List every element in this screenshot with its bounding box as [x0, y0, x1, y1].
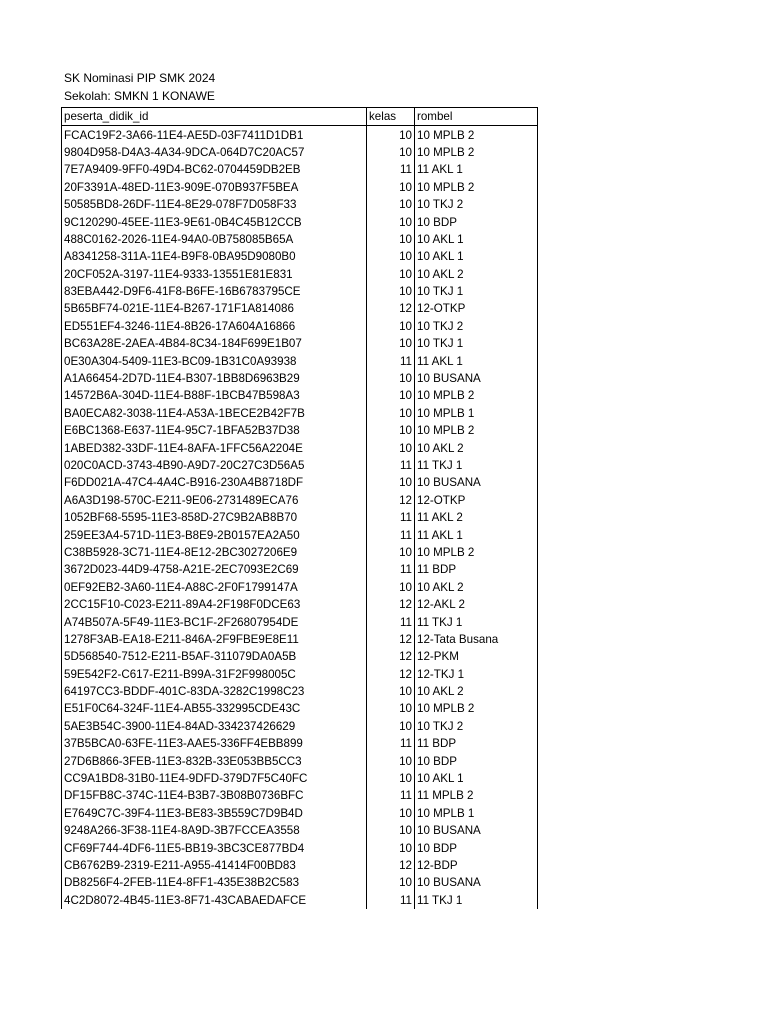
cell-kelas: 10: [367, 231, 415, 248]
cell-peserta-didik-id: E7649C7C-39F4-11E3-BE83-3B559C7D9B4D: [62, 805, 367, 822]
cell-peserta-didik-id: 83EBA442-D9F6-41F8-B6FE-16B6783795CE: [62, 283, 367, 300]
cell-kelas: 11: [367, 526, 415, 543]
cell-rombel: 10 BUSANA: [415, 370, 538, 387]
cell-peserta-didik-id: BA0ECA82-3038-11E4-A53A-1BECE2B42F7B: [62, 405, 367, 422]
cell-rombel: 10 TKJ 1: [415, 335, 538, 352]
table-row: [62, 666, 538, 683]
cell-kelas: 10: [367, 805, 415, 822]
cell-rombel: 11 MPLB 2: [415, 787, 538, 804]
table-row: [62, 161, 538, 178]
cell-peserta-didik-id: 27D6B866-3FEB-11E3-832B-33E053BB5CC3: [62, 752, 367, 769]
table-row: [62, 735, 538, 752]
table-row: [62, 492, 538, 509]
cell-rombel: 12-PKM: [415, 648, 538, 665]
cell-rombel: 10 MPLB 2: [415, 422, 538, 439]
table-row: [62, 457, 538, 474]
cell-kelas: 11: [367, 892, 415, 909]
cell-rombel: 10 MPLB 1: [415, 805, 538, 822]
cell-kelas: 12: [367, 666, 415, 683]
cell-rombel: 10 MPLB 1: [415, 405, 538, 422]
cell-peserta-didik-id: 5B65BF74-021E-11E4-B267-171F1A814086: [62, 300, 367, 317]
cell-peserta-didik-id: DB8256F4-2FEB-11E4-8FF1-435E38B2C583: [62, 874, 367, 891]
cell-rombel: 10 AKL 2: [415, 683, 538, 700]
table-row: [62, 352, 538, 369]
table-row: [62, 839, 538, 856]
table-row: [62, 318, 538, 335]
cell-rombel: 10 AKL 2: [415, 579, 538, 596]
cell-kelas: 11: [367, 561, 415, 578]
cell-rombel: 11 BDP: [415, 735, 538, 752]
cell-kelas: 10: [367, 370, 415, 387]
cell-peserta-didik-id: 3672D023-44D9-4758-A21E-2EC7093E2C69: [62, 561, 367, 578]
header-kelas: kelas: [367, 108, 415, 126]
cell-kelas: 10: [367, 126, 415, 144]
cell-peserta-didik-id: CC9A1BD8-31B0-11E4-9DFD-379D7F5C40FC: [62, 770, 367, 787]
cell-kelas: 12: [367, 857, 415, 874]
cell-rombel: 10 TKJ 2: [415, 318, 538, 335]
cell-peserta-didik-id: CF69F744-4DF6-11E5-BB19-3BC3CE877BD4: [62, 839, 367, 856]
document-title: SK Nominasi PIP SMK 2024: [64, 71, 216, 85]
cell-rombel: 10 TKJ 2: [415, 718, 538, 735]
table-row: [62, 683, 538, 700]
table-row: [62, 248, 538, 265]
table-row: [62, 613, 538, 630]
cell-kelas: 11: [367, 787, 415, 804]
cell-rombel: 10 AKL 1: [415, 231, 538, 248]
table-row: [62, 509, 538, 526]
cell-rombel: 12-OTKP: [415, 492, 538, 509]
header-peserta-didik-id: peserta_didik_id: [62, 108, 367, 126]
cell-peserta-didik-id: C38B5928-3C71-11E4-8E12-2BC3027206E9: [62, 544, 367, 561]
table-row: [62, 648, 538, 665]
cell-kelas: 10: [367, 335, 415, 352]
cell-rombel: 10 BUSANA: [415, 822, 538, 839]
cell-kelas: 10: [367, 283, 415, 300]
table-row: [62, 300, 538, 317]
cell-rombel: 10 MPLB 2: [415, 700, 538, 717]
cell-peserta-didik-id: 14572B6A-304D-11E4-B88F-1BCB47B598A3: [62, 387, 367, 404]
cell-peserta-didik-id: 0E30A304-5409-11E3-BC09-1B31C0A93938: [62, 352, 367, 369]
table-row: [62, 787, 538, 804]
cell-kelas: 10: [367, 752, 415, 769]
cell-kelas: 12: [367, 492, 415, 509]
cell-peserta-didik-id: 9804D958-D4A3-4A34-9DCA-064D7C20AC57: [62, 144, 367, 161]
cell-rombel: 10 BUSANA: [415, 474, 538, 491]
cell-peserta-didik-id: 20CF052A-3197-11E4-9333-13551E81E831: [62, 266, 367, 283]
cell-kelas: 11: [367, 509, 415, 526]
cell-kelas: 10: [367, 874, 415, 891]
table-row: [62, 144, 538, 161]
cell-rombel: 11 AKL 2: [415, 509, 538, 526]
cell-peserta-didik-id: 4C2D8072-4B45-11E3-8F71-43CABAEDAFCE: [62, 892, 367, 909]
cell-rombel: 10 MPLB 2: [415, 387, 538, 404]
cell-rombel: 12-OTKP: [415, 300, 538, 317]
cell-rombel: 12-Tata Busana: [415, 631, 538, 648]
table-row: [62, 805, 538, 822]
cell-peserta-didik-id: 37B5BCA0-63FE-11E3-AAE5-336FF4EBB899: [62, 735, 367, 752]
cell-peserta-didik-id: E6BC1368-E637-11E4-95C7-1BFA52B37D38: [62, 422, 367, 439]
cell-peserta-didik-id: 1ABED382-33DF-11E4-8AFA-1FFC56A2204E: [62, 439, 367, 456]
cell-rombel: 10 BDP: [415, 839, 538, 856]
cell-kelas: 10: [367, 196, 415, 213]
cell-peserta-didik-id: A74B507A-5F49-11E3-BC1F-2F26807954DE: [62, 613, 367, 630]
cell-kelas: 10: [367, 439, 415, 456]
table-row: [62, 718, 538, 735]
cell-peserta-didik-id: 7E7A9409-9FF0-49D4-BC62-0704459DB2EB: [62, 161, 367, 178]
table-row: [62, 387, 538, 404]
cell-peserta-didik-id: 5D568540-7512-E211-B5AF-311079DA0A5B: [62, 648, 367, 665]
cell-kelas: 10: [367, 248, 415, 265]
cell-peserta-didik-id: 1052BF68-5595-11E3-858D-27C9B2AB8B70: [62, 509, 367, 526]
cell-kelas: 10: [367, 839, 415, 856]
cell-peserta-didik-id: 2CC15F10-C023-E211-89A4-2F198F0DCE63: [62, 596, 367, 613]
cell-kelas: 12: [367, 648, 415, 665]
cell-kelas: 10: [367, 179, 415, 196]
cell-rombel: 10 BDP: [415, 752, 538, 769]
cell-peserta-didik-id: ED551EF4-3246-11E4-8B26-17A604A16866: [62, 318, 367, 335]
cell-kelas: 11: [367, 352, 415, 369]
table-row: [62, 857, 538, 874]
cell-rombel: 10 MPLB 2: [415, 544, 538, 561]
cell-kelas: 12: [367, 300, 415, 317]
cell-rombel: 10 MPLB 2: [415, 179, 538, 196]
table-row: [62, 526, 538, 543]
table-row: [62, 822, 538, 839]
nomination-table: [61, 107, 538, 909]
table-row: [62, 179, 538, 196]
cell-rombel: 12-BDP: [415, 857, 538, 874]
cell-kelas: 10: [367, 474, 415, 491]
cell-rombel: 11 TKJ 1: [415, 457, 538, 474]
table-row: [62, 544, 538, 561]
cell-kelas: 10: [367, 718, 415, 735]
table-row: [62, 874, 538, 891]
cell-rombel: 12-TKJ 1: [415, 666, 538, 683]
cell-kelas: 10: [367, 700, 415, 717]
cell-rombel: 10 MPLB 2: [415, 144, 538, 161]
cell-peserta-didik-id: 5AE3B54C-3900-11E4-84AD-334237426629: [62, 718, 367, 735]
cell-kelas: 12: [367, 596, 415, 613]
table-row: [62, 579, 538, 596]
cell-peserta-didik-id: A8341258-311A-11E4-B9F8-0BA95D9080B0: [62, 248, 367, 265]
header-row: [62, 108, 538, 126]
cell-rombel: 10 AKL 2: [415, 266, 538, 283]
cell-kelas: 10: [367, 422, 415, 439]
cell-peserta-didik-id: 20F3391A-48ED-11E3-909E-070B937F5BEA: [62, 179, 367, 196]
cell-rombel: 10 AKL 1: [415, 248, 538, 265]
cell-kelas: 11: [367, 613, 415, 630]
cell-peserta-didik-id: FCAC19F2-3A66-11E4-AE5D-03F7411D1DB1: [62, 126, 367, 144]
table-row: [62, 474, 538, 491]
table-row: [62, 561, 538, 578]
header-rombel: rombel: [415, 108, 538, 126]
table-row: [62, 405, 538, 422]
cell-rombel: 11 AKL 1: [415, 161, 538, 178]
cell-rombel: 10 TKJ 1: [415, 283, 538, 300]
cell-peserta-didik-id: 020C0ACD-3743-4B90-A9D7-20C27C3D56A5: [62, 457, 367, 474]
cell-rombel: 11 AKL 1: [415, 352, 538, 369]
cell-rombel: 10 MPLB 2: [415, 126, 538, 144]
cell-kelas: 10: [367, 213, 415, 230]
cell-kelas: 11: [367, 457, 415, 474]
cell-kelas: 10: [367, 822, 415, 839]
cell-peserta-didik-id: 488C0162-2026-11E4-94A0-0B758085B65A: [62, 231, 367, 248]
cell-peserta-didik-id: BC63A28E-2AEA-4B84-8C34-184F699E1B07: [62, 335, 367, 352]
table-row: [62, 126, 538, 144]
cell-rombel: 11 BDP: [415, 561, 538, 578]
cell-peserta-didik-id: E51F0C64-324F-11E4-AB55-332995CDE43C: [62, 700, 367, 717]
cell-rombel: 10 BDP: [415, 213, 538, 230]
cell-rombel: 10 AKL 2: [415, 439, 538, 456]
cell-peserta-didik-id: 1278F3AB-EA18-E211-846A-2F9FBE9E8E11: [62, 631, 367, 648]
cell-peserta-didik-id: 59E542F2-C617-E211-B99A-31F2F998005C: [62, 666, 367, 683]
school-name: Sekolah: SMKN 1 KONAWE: [64, 89, 215, 103]
cell-rombel: 11 AKL 1: [415, 526, 538, 543]
cell-kelas: 10: [367, 770, 415, 787]
table-row: [62, 700, 538, 717]
cell-kelas: 10: [367, 544, 415, 561]
cell-peserta-didik-id: 0EF92EB2-3A60-11E4-A88C-2F0F1799147A: [62, 579, 367, 596]
cell-peserta-didik-id: DF15FB8C-374C-11E4-B3B7-3B08B0736BFC: [62, 787, 367, 804]
cell-kelas: 10: [367, 318, 415, 335]
table-row: [62, 631, 538, 648]
cell-peserta-didik-id: CB6762B9-2319-E211-A955-41414F00BD83: [62, 857, 367, 874]
cell-peserta-didik-id: A1A66454-2D7D-11E4-B307-1BB8D6963B29: [62, 370, 367, 387]
table-row: [62, 596, 538, 613]
table-row: [62, 752, 538, 769]
table-row: [62, 439, 538, 456]
table-row: [62, 422, 538, 439]
table-row: [62, 231, 538, 248]
cell-peserta-didik-id: A6A3D198-570C-E211-9E06-2731489ECA76: [62, 492, 367, 509]
cell-kelas: 10: [367, 683, 415, 700]
cell-rombel: 10 BUSANA: [415, 874, 538, 891]
cell-peserta-didik-id: 259EE3A4-571D-11E3-B8E9-2B0157EA2A50: [62, 526, 367, 543]
table-row: [62, 196, 538, 213]
cell-rombel: 12-AKL 2: [415, 596, 538, 613]
cell-kelas: 12: [367, 631, 415, 648]
cell-kelas: 10: [367, 579, 415, 596]
table-row: [62, 266, 538, 283]
cell-kelas: 10: [367, 144, 415, 161]
cell-rombel: 10 TKJ 2: [415, 196, 538, 213]
table-row: [62, 892, 538, 909]
cell-rombel: 11 TKJ 1: [415, 613, 538, 630]
cell-peserta-didik-id: 9248A266-3F38-11E4-8A9D-3B7FCCEA3558: [62, 822, 367, 839]
cell-kelas: 10: [367, 387, 415, 404]
cell-rombel: 11 TKJ 1: [415, 892, 538, 909]
cell-kelas: 10: [367, 405, 415, 422]
cell-kelas: 11: [367, 161, 415, 178]
cell-peserta-didik-id: 9C120290-45EE-11E3-9E61-0B4C45B12CCB: [62, 213, 367, 230]
cell-rombel: 10 AKL 1: [415, 770, 538, 787]
cell-kelas: 10: [367, 266, 415, 283]
cell-peserta-didik-id: 50585BD8-26DF-11E4-8E29-078F7D058F33: [62, 196, 367, 213]
table-row: [62, 370, 538, 387]
table-row: [62, 335, 538, 352]
table-row: [62, 770, 538, 787]
table-row: [62, 283, 538, 300]
cell-peserta-didik-id: 64197CC3-BDDF-401C-83DA-3282C1998C23: [62, 683, 367, 700]
cell-kelas: 11: [367, 735, 415, 752]
cell-peserta-didik-id: F6DD021A-47C4-4A4C-B916-230A4B8718DF: [62, 474, 367, 491]
table-row: [62, 213, 538, 230]
